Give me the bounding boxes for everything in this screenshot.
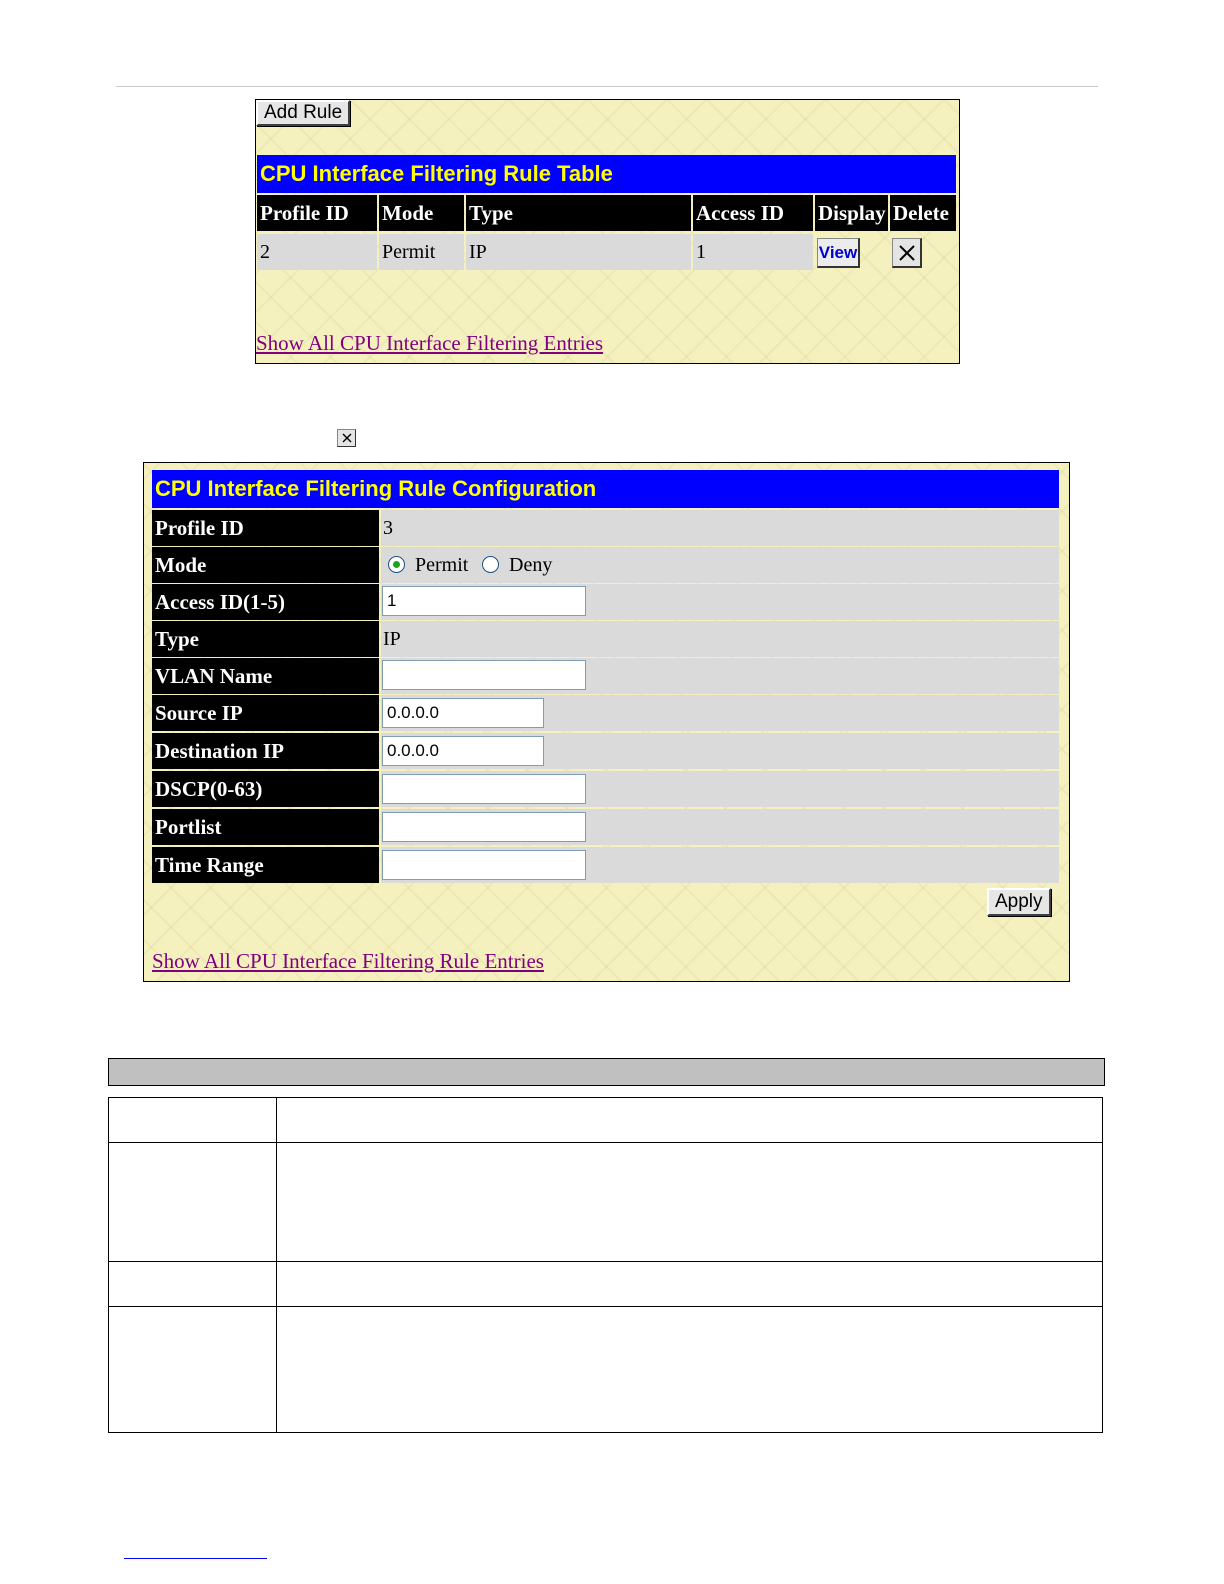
label-portlist: Portlist bbox=[152, 809, 379, 845]
parameter-table-divider bbox=[276, 1098, 277, 1432]
mode-deny-radio[interactable] bbox=[482, 556, 499, 573]
label-access-id: Access ID(1-5) bbox=[152, 584, 379, 620]
column-header-profile-id: Profile ID bbox=[257, 195, 377, 231]
column-header-delete: Delete bbox=[890, 195, 956, 231]
column-header-display: Display bbox=[815, 195, 888, 231]
value-profile-id: 3 bbox=[381, 510, 1059, 546]
label-mode: Mode bbox=[152, 547, 379, 583]
vlan-name-input[interactable] bbox=[382, 660, 586, 690]
header-divider bbox=[116, 86, 1098, 87]
mode-permit-radio[interactable] bbox=[388, 556, 405, 573]
mode-deny-label: Deny bbox=[509, 554, 553, 576]
delete-button[interactable] bbox=[892, 238, 922, 268]
cell-type: IP bbox=[466, 234, 691, 270]
label-dscp: DSCP(0-63) bbox=[152, 771, 379, 807]
apply-button[interactable]: Apply bbox=[987, 888, 1051, 916]
cell-mode: Permit bbox=[379, 234, 464, 270]
destination-ip-input[interactable]: 0.0.0.0 bbox=[382, 736, 544, 766]
value-type: IP bbox=[381, 621, 1059, 657]
label-source-ip: Source IP bbox=[152, 695, 379, 731]
rule-table-title: CPU Interface Filtering Rule Table bbox=[257, 155, 956, 193]
show-all-entries-link[interactable]: Show All CPU Interface Filtering Entries bbox=[256, 331, 604, 355]
delete-icon-reference bbox=[337, 429, 356, 447]
parameter-table-header bbox=[108, 1058, 1105, 1086]
add-rule-button[interactable]: Add Rule bbox=[256, 100, 350, 126]
dscp-input[interactable] bbox=[382, 774, 586, 804]
mode-permit-label: Permit bbox=[415, 554, 469, 576]
portlist-input[interactable] bbox=[382, 812, 586, 842]
cell-profile-id: 2 bbox=[257, 234, 377, 270]
access-id-input[interactable]: 1 bbox=[382, 586, 586, 616]
column-header-type: Type bbox=[466, 195, 691, 231]
label-vlan-name: VLAN Name bbox=[152, 658, 379, 694]
cell-access-id: 1 bbox=[693, 234, 813, 270]
show-all-rule-entries-link[interactable]: Show All CPU Interface Filtering Rule Entries bbox=[152, 949, 544, 973]
close-icon bbox=[341, 432, 353, 444]
footer-line bbox=[124, 1558, 267, 1559]
time-range-input[interactable] bbox=[382, 850, 586, 880]
label-destination-ip: Destination IP bbox=[152, 733, 379, 769]
configuration-title: CPU Interface Filtering Rule Configuration bbox=[152, 470, 1059, 508]
parameter-table-row-divider bbox=[109, 1261, 1102, 1262]
label-type: Type bbox=[152, 621, 379, 657]
view-button[interactable]: View bbox=[817, 238, 860, 268]
label-profile-id: Profile ID bbox=[152, 510, 379, 546]
label-time-range: Time Range bbox=[152, 847, 379, 883]
parameter-table-row-divider bbox=[109, 1142, 1102, 1143]
parameter-table-row-divider bbox=[109, 1306, 1102, 1307]
source-ip-input[interactable]: 0.0.0.0 bbox=[382, 698, 544, 728]
close-icon bbox=[897, 243, 917, 263]
column-header-mode: Mode bbox=[379, 195, 464, 231]
rule-table-panel bbox=[255, 99, 960, 364]
column-header-access-id: Access ID bbox=[693, 195, 813, 231]
parameter-table bbox=[108, 1097, 1103, 1433]
